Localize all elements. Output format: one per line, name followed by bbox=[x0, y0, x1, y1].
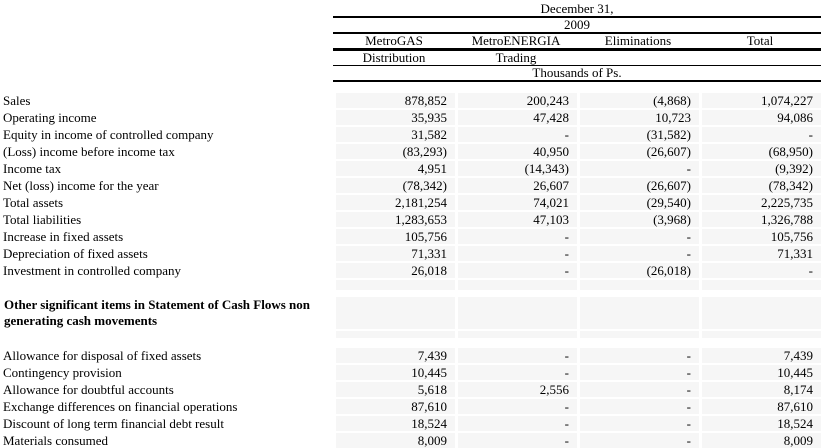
cell-value: 35,935 bbox=[336, 110, 455, 125]
cell-value: 18,524 bbox=[702, 416, 821, 431]
cell-value: - bbox=[458, 263, 577, 278]
spacer-cell bbox=[336, 280, 455, 290]
spacer-cell bbox=[702, 280, 821, 290]
row-label: Discount of long term financial debt result bbox=[3, 416, 224, 431]
cell-value: 40,950 bbox=[458, 144, 577, 159]
cell-value: (68,950) bbox=[702, 144, 821, 159]
spacer-cell bbox=[702, 331, 821, 338]
year-header bbox=[333, 18, 821, 34]
column-subheader-empty-1 bbox=[577, 51, 699, 65]
empty-cell bbox=[336, 297, 455, 329]
table-row bbox=[0, 382, 821, 397]
cell-value: 105,756 bbox=[336, 229, 455, 244]
empty-cell bbox=[580, 297, 699, 329]
cell-value: - bbox=[458, 229, 577, 244]
period-header bbox=[333, 2, 821, 18]
cell-value: 31,582 bbox=[336, 127, 455, 142]
empty-cell bbox=[702, 297, 821, 329]
cell-value: 47,428 bbox=[458, 110, 577, 125]
cell-value: (4,868) bbox=[580, 93, 699, 108]
cell-value: (26,607) bbox=[580, 178, 699, 193]
cell-value: - bbox=[458, 399, 577, 414]
section-heading: Other significant items in Statement of Cash Flows non generating cash movements bbox=[4, 297, 310, 328]
table-row bbox=[0, 263, 821, 278]
cell-value: 7,439 bbox=[702, 348, 821, 363]
section-spacer bbox=[0, 280, 821, 295]
cell-value: 94,086 bbox=[702, 110, 821, 125]
row-label: Materials consumed bbox=[3, 433, 109, 448]
cell-value: (26,018) bbox=[580, 263, 699, 278]
cell-value: 87,610 bbox=[702, 399, 821, 414]
row-label: Allowance for disposal of fixed assets bbox=[3, 348, 202, 363]
table-row bbox=[0, 365, 821, 380]
column-subheader-distribution: Distribution bbox=[362, 50, 426, 65]
table-row bbox=[0, 127, 821, 142]
cell-value: - bbox=[458, 416, 577, 431]
column-header-eliminations: Eliminations bbox=[604, 33, 672, 48]
column-subheader-empty-2 bbox=[699, 51, 821, 65]
cell-value: 74,021 bbox=[458, 195, 577, 210]
table-row bbox=[0, 93, 821, 108]
cell-value: - bbox=[702, 127, 821, 142]
cell-value: 8,009 bbox=[702, 433, 821, 448]
row-label: Depreciation of fixed assets bbox=[3, 246, 148, 261]
cell-value: 2,181,254 bbox=[336, 195, 455, 210]
cell-value: - bbox=[580, 348, 699, 363]
cell-value: - bbox=[580, 399, 699, 414]
table-row bbox=[0, 416, 821, 431]
cell-value: 5,618 bbox=[336, 382, 455, 397]
cell-value: 1,074,227 bbox=[702, 93, 821, 108]
row-label: Allowance for doubtful accounts bbox=[3, 382, 174, 397]
table-row bbox=[0, 178, 821, 193]
cell-value: - bbox=[580, 229, 699, 244]
section-heading-row bbox=[0, 297, 821, 329]
row-label: Exchange differences on financial operations bbox=[3, 399, 238, 414]
spacer-cell bbox=[0, 280, 333, 295]
cell-value: 26,018 bbox=[336, 263, 455, 278]
cell-value: - bbox=[580, 416, 699, 431]
cell-value: 8,174 bbox=[702, 382, 821, 397]
column-subheader-trading: Trading bbox=[495, 50, 537, 65]
cell-value: - bbox=[580, 161, 699, 176]
cell-value: - bbox=[458, 348, 577, 363]
cell-value: 105,756 bbox=[702, 229, 821, 244]
column-header-metroenergia: MetroENERGIA bbox=[471, 33, 561, 48]
table-row bbox=[0, 433, 821, 448]
cell-value: (78,342) bbox=[702, 178, 821, 193]
spacer-cell bbox=[0, 331, 333, 346]
table-row bbox=[0, 212, 821, 227]
cell-value: (29,540) bbox=[580, 195, 699, 210]
cell-value: - bbox=[702, 263, 821, 278]
cell-value: (9,392) bbox=[702, 161, 821, 176]
table-row bbox=[0, 161, 821, 176]
cell-value: - bbox=[458, 127, 577, 142]
row-label: Sales bbox=[3, 93, 31, 108]
row-label: Contingency provision bbox=[3, 365, 122, 380]
cell-value: (83,293) bbox=[336, 144, 455, 159]
table-header bbox=[333, 0, 821, 82]
section-gap bbox=[0, 331, 821, 346]
cell-value: 87,610 bbox=[336, 399, 455, 414]
cell-value: 47,103 bbox=[458, 212, 577, 227]
table-row bbox=[0, 246, 821, 261]
table-row bbox=[0, 399, 821, 414]
spacer-cell bbox=[580, 280, 699, 290]
cell-value: (78,342) bbox=[336, 178, 455, 193]
column-header-total: Total bbox=[746, 33, 774, 48]
column-header-metrogas: MetroGAS bbox=[365, 33, 423, 48]
spacer-cell bbox=[458, 331, 577, 338]
cell-value: - bbox=[580, 246, 699, 261]
units-header bbox=[333, 66, 821, 82]
cell-value: 7,439 bbox=[336, 348, 455, 363]
cell-value: 10,445 bbox=[702, 365, 821, 380]
row-label: Operating income bbox=[3, 110, 97, 125]
period-label: December 31, bbox=[540, 1, 614, 16]
column-headers bbox=[333, 34, 821, 51]
table-row bbox=[0, 348, 821, 363]
cell-value: (14,343) bbox=[458, 161, 577, 176]
table-row bbox=[0, 110, 821, 125]
cell-value: - bbox=[580, 382, 699, 397]
cell-value: 26,607 bbox=[458, 178, 577, 193]
cell-value: (31,582) bbox=[580, 127, 699, 142]
table-row bbox=[0, 229, 821, 244]
cell-value: 200,243 bbox=[458, 93, 577, 108]
row-label: Increase in fixed assets bbox=[3, 229, 124, 244]
cell-value: - bbox=[580, 433, 699, 448]
empty-cell bbox=[458, 297, 577, 329]
row-label: Total assets bbox=[3, 195, 64, 210]
spacer-cell bbox=[458, 280, 577, 290]
cell-value: 71,331 bbox=[336, 246, 455, 261]
cell-value: 1,326,788 bbox=[702, 212, 821, 227]
cell-value: - bbox=[580, 365, 699, 380]
units-label: Thousands of Ps. bbox=[532, 65, 622, 80]
cell-value: 2,225,735 bbox=[702, 195, 821, 210]
row-label: Equity in income of controlled company bbox=[3, 127, 214, 142]
cell-value: 8,009 bbox=[336, 433, 455, 448]
cell-value: 1,283,653 bbox=[336, 212, 455, 227]
cell-value: 2,556 bbox=[458, 382, 577, 397]
spacer-cell bbox=[336, 331, 455, 338]
row-label: (Loss) income before income tax bbox=[3, 144, 175, 159]
cell-value: 878,852 bbox=[336, 93, 455, 108]
cell-value: 10,723 bbox=[580, 110, 699, 125]
table-row bbox=[0, 195, 821, 210]
cell-value: 71,331 bbox=[702, 246, 821, 261]
cell-value: - bbox=[458, 246, 577, 261]
cell-value: (26,607) bbox=[580, 144, 699, 159]
spacer-cell bbox=[580, 331, 699, 338]
cell-value: - bbox=[458, 365, 577, 380]
row-label: Total liabilities bbox=[3, 212, 82, 227]
cell-value: 10,445 bbox=[336, 365, 455, 380]
table-row bbox=[0, 144, 821, 159]
cell-value: (3,968) bbox=[580, 212, 699, 227]
table-body bbox=[0, 93, 821, 448]
cell-value: - bbox=[458, 433, 577, 448]
row-label: Income tax bbox=[3, 161, 62, 176]
row-label: Investment in controlled company bbox=[3, 263, 181, 278]
column-subheaders bbox=[333, 51, 821, 66]
cell-value: 4,951 bbox=[336, 161, 455, 176]
row-label: Net (loss) income for the year bbox=[3, 178, 159, 193]
year-label: 2009 bbox=[564, 17, 590, 32]
cell-value: 18,524 bbox=[336, 416, 455, 431]
